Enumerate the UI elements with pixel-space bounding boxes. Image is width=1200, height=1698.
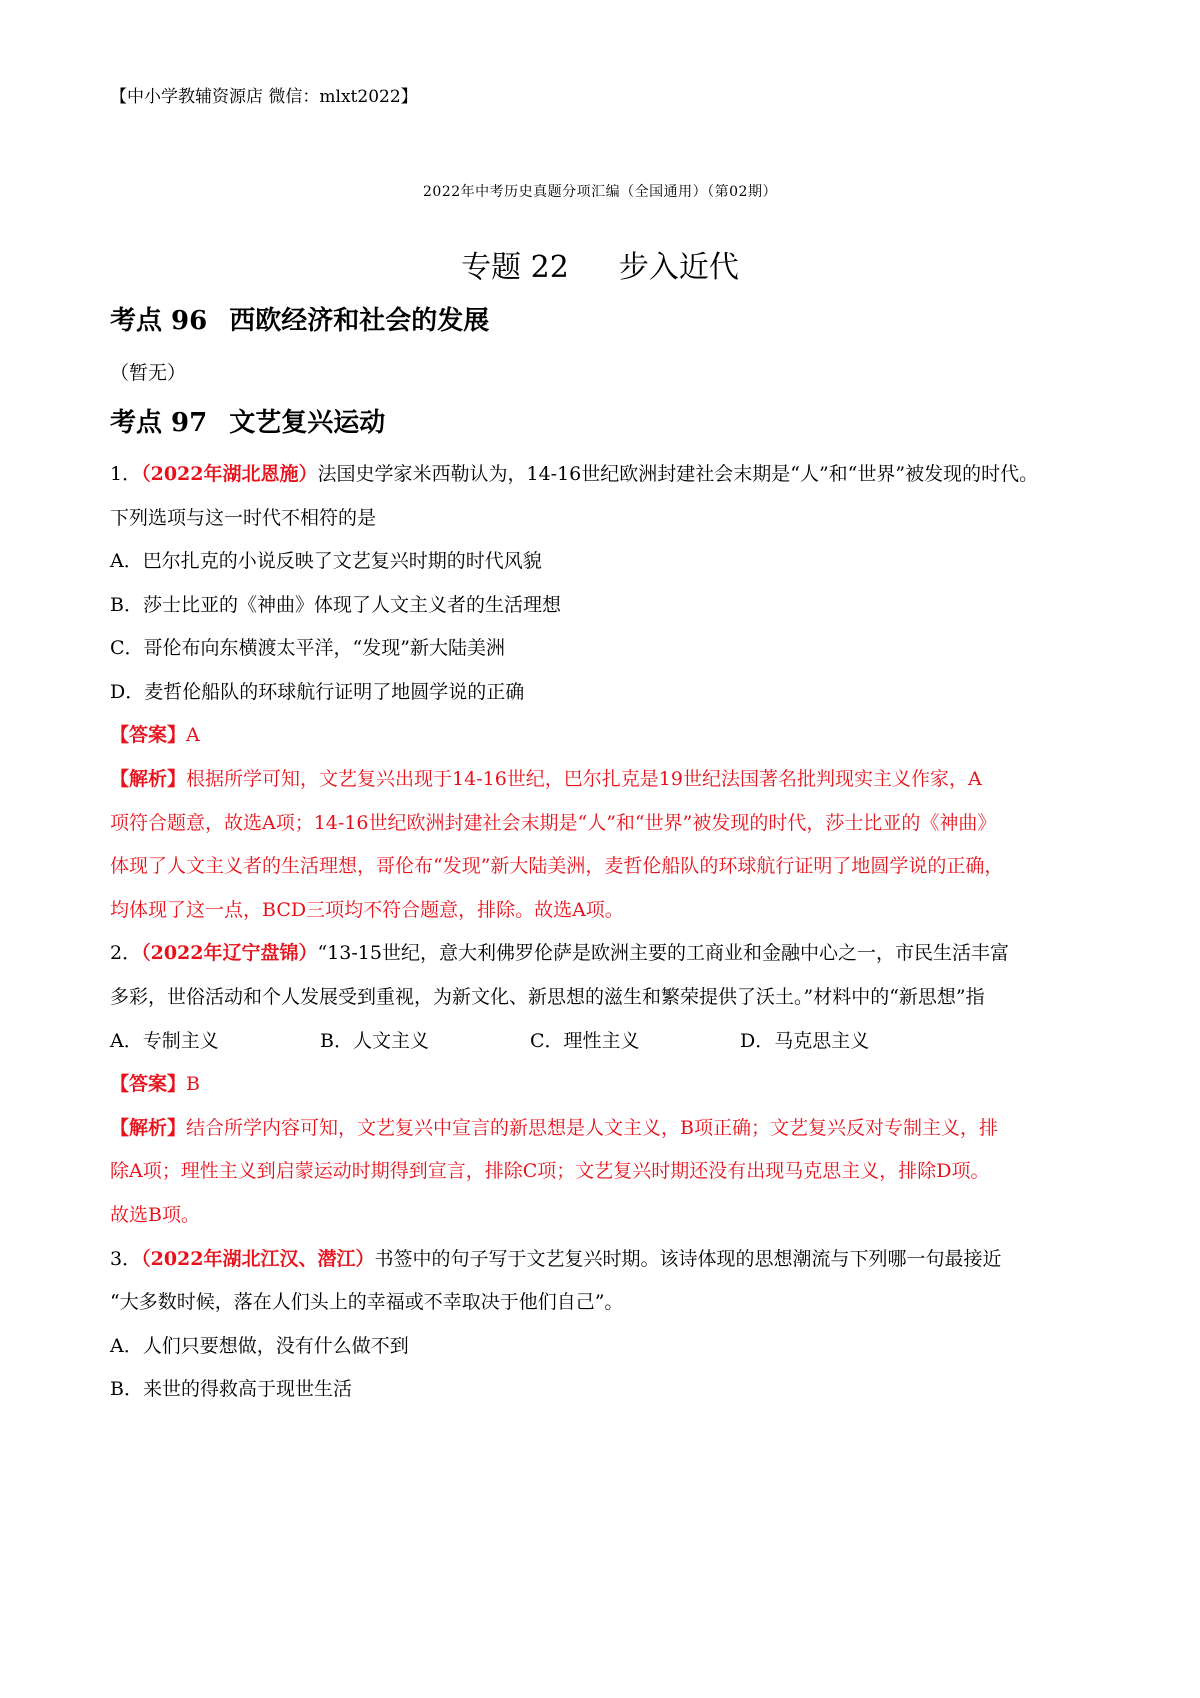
question-1-source: （2022年湖北恩施） [141, 463, 318, 485]
question-1-analysis-label: 【解析】 [110, 768, 187, 790]
question-2-answer [110, 1071, 1100, 1097]
question-1-option-c: C．哥伦布向东横渡太平洋，“发现”新大陆美洲 [110, 637, 505, 659]
question-1-answer [110, 722, 1100, 748]
question-1-number: 1． [110, 463, 142, 485]
question-2-stem-line-1 [110, 940, 1100, 966]
question-1-stem-line-2: 下列选项与这一时代不相符的是 [110, 507, 377, 529]
question-1-analysis-line-3: 体现了人文主义者的生活理想，哥伦布“发现”新大陆美洲，麦哲伦船队的环球航行证明了地圆学说的正确， [110, 855, 1004, 877]
question-2-analysis-line-1 [110, 1115, 1100, 1141]
question-2-option-b: B．人文主义 [320, 1030, 429, 1052]
question-2-source: （2022年辽宁盘锦） [141, 942, 318, 964]
question-1-analysis-line-2: 项符合题意，故选A项；14-16世纪欧洲封建社会末期是“人”和“世界”被发现的时代，莎士比亚的《神曲》 [110, 812, 997, 834]
keypoint-97-label: 考点 97 [110, 408, 208, 438]
keypoint-97-heading [110, 406, 385, 440]
question-1-option-a: A．巴尔扎克的小说反映了文艺复兴时期的时代风貌 [110, 550, 542, 572]
question-3-stem-line-2: “大多数时候，落在人们头上的幸福或不幸取决于他们自己”。 [110, 1291, 624, 1313]
question-1-option-d: D．麦哲伦船队的环球航行证明了地圆学说的正确 [110, 681, 525, 703]
header-note: 【中小学教辅资源店 微信：mlxt2022】 [110, 87, 418, 107]
question-2-option-a: A．专制主义 [110, 1030, 219, 1052]
document-title: 2022年中考历史真题分项汇编（全国通用）（第02期） [423, 184, 777, 200]
question-3-number: 3． [110, 1248, 142, 1270]
question-2-stem-text: “13-15世纪，意大利佛罗伦萨是欧洲主要的工商业和金融中心之一，市民生活丰富 [317, 942, 1009, 964]
question-1-analysis-line-4: 均体现了这一点，BCD三项均不符合题意，排除。故选A项。 [110, 899, 624, 921]
question-3-option-a: A．人们只要想做，没有什么做不到 [110, 1335, 409, 1357]
question-2-analysis-line-3: 故选B项。 [110, 1204, 200, 1226]
question-3-option-b: B．来世的得救高于现世生活 [110, 1378, 352, 1400]
keypoint-96-label: 考点 96 [110, 306, 208, 336]
question-2-answer-value: B [186, 1073, 200, 1095]
question-1-answer-label: 【答案】 [110, 724, 187, 746]
question-1-analysis-text-1: 根据所学可知，文艺复兴出现于14-16世纪，巴尔扎克是19世纪法国著名批判现实主义作家，A [186, 768, 982, 790]
keypoint-96-heading [110, 304, 489, 338]
topic-name: 步入近代 [618, 250, 739, 285]
question-3-stem-text: 书签中的句子写于文艺复兴时期。该诗体现的思想潮流与下列哪一句最接近 [374, 1248, 1002, 1270]
question-2-options [110, 1028, 950, 1054]
question-2-analysis-line-2: 除A项；理性主义到启蒙运动时期得到宣言，排除C项；文艺复兴时期还没有出现马克思主义，排除D项。 [110, 1160, 990, 1182]
question-1-stem-line-1 [110, 461, 1100, 487]
question-3-source: （2022年湖北江汉、潜江） [141, 1248, 375, 1270]
topic-label: 专题 22 [461, 250, 569, 285]
question-1-answer-value: A [186, 724, 200, 746]
keypoint-96-note: （暂无） [110, 362, 187, 384]
keypoint-97-name: 文艺复兴运动 [229, 408, 386, 438]
question-1-option-b: B．莎士比亚的《神曲》体现了人文主义者的生活理想 [110, 594, 561, 616]
topic-title [0, 248, 1200, 288]
question-2-analysis-text-1: 结合所学内容可知，文艺复兴中宣言的新思想是人文主义，B项正确；文艺复兴反对专制主义，排 [186, 1117, 998, 1139]
question-2-option-c: C．理性主义 [530, 1030, 640, 1052]
question-2-number: 2． [110, 942, 142, 964]
question-3-stem-line-1 [110, 1246, 1100, 1272]
keypoint-96-name: 西欧经济和社会的发展 [229, 306, 490, 336]
question-1-stem-text: 法国史学家米西勒认为，14-16世纪欧洲封建社会末期是“人”和“世界”被发现的时代。 [317, 463, 1039, 485]
question-2-option-d: D．马克思主义 [740, 1030, 870, 1052]
question-2-stem-line-2: 多彩，世俗活动和个人发展受到重视，为新文化、新思想的滋生和繁荣提供了沃土。”材料中的“新思想”指 [110, 986, 985, 1008]
question-2-answer-label: 【答案】 [110, 1073, 187, 1095]
question-1-analysis-line-1 [110, 766, 1100, 792]
question-2-analysis-label: 【解析】 [110, 1117, 187, 1139]
